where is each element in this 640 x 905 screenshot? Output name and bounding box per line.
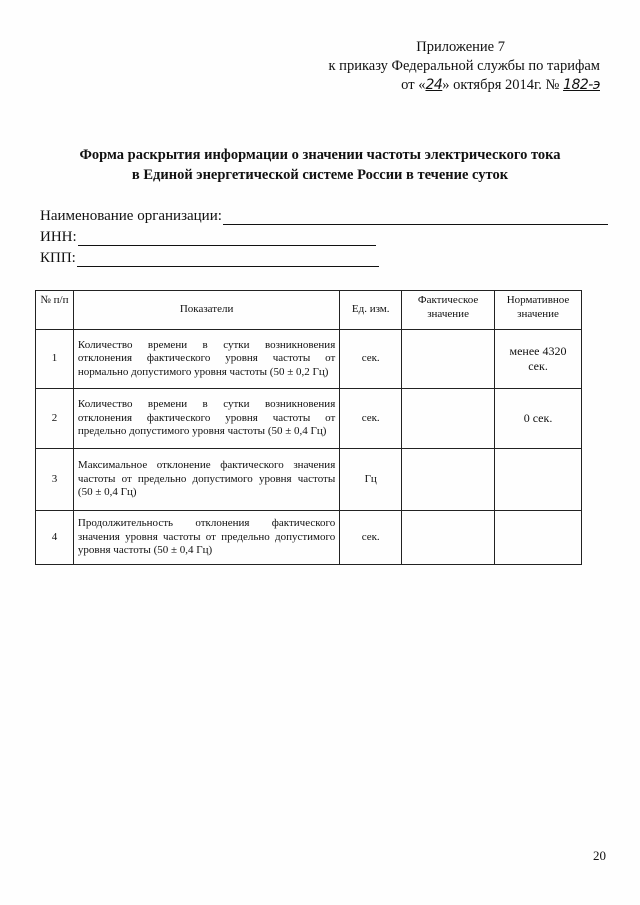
handwritten-day: 24 — [425, 77, 443, 93]
form-title-line-1: Форма раскрытия информации о значении частоты электрического тока — [79, 147, 561, 163]
kpp-label: КПП: — [40, 250, 76, 266]
header-actual: Фактическое значение — [402, 291, 495, 330]
inn-field — [40, 225, 608, 246]
appendix-date-line — [300, 76, 600, 95]
row-indicator: Количество времени в сутки возникновения отклонения фактического уровня частоты от предельно допустимого уровня частоты (50 ± 0,4 Гц) — [73, 389, 339, 449]
table-header-row — [36, 291, 582, 330]
row-unit: сек. — [340, 511, 402, 565]
inn-blank-line — [78, 231, 376, 246]
row-actual-value — [402, 511, 495, 565]
row-norm-value: менее 4320 сек. — [495, 330, 582, 389]
form-title — [40, 145, 600, 185]
header-num: № п/п — [36, 291, 74, 330]
row-unit: сек. — [340, 389, 402, 449]
appendix-title: Приложение 7 — [416, 39, 505, 55]
row-num: 4 — [36, 511, 74, 565]
row-unit: сек. — [340, 330, 402, 389]
table-row — [36, 449, 582, 511]
appendix-header — [300, 38, 600, 95]
row-indicator: Продолжительность отклонения фактического значения уровня частоты от предельно допустимого уровня частоты (50 ± 0,4 Гц) — [73, 511, 339, 565]
org-name-blank-line — [223, 210, 608, 225]
row-actual-value — [402, 389, 495, 449]
date-month-year: » октября 2014г. № — [442, 77, 560, 93]
row-norm-value — [495, 449, 582, 511]
org-name-field — [40, 204, 608, 225]
header-norm: Нормативное значение — [495, 291, 582, 330]
row-num: 2 — [36, 389, 74, 449]
row-indicator: Максимальное отклонение фактического значения частоты от предельно допустимого уровня частоты (50 ± 0,4 Гц) — [73, 449, 339, 511]
kpp-blank-line — [77, 252, 379, 267]
table-row — [36, 389, 582, 449]
organization-fields — [40, 204, 608, 267]
header-unit: Ед. изм. — [340, 291, 402, 330]
row-num: 3 — [36, 449, 74, 511]
inn-label: ИНН: — [40, 229, 77, 245]
org-name-label: Наименование организации: — [40, 208, 222, 224]
page-number: 20 — [593, 848, 606, 863]
row-num: 1 — [36, 330, 74, 389]
row-indicator: Количество времени в сутки возникновения отклонения фактического уровня частоты от нормально допустимого уровня частоты (50 ± 0,2 Гц) — [73, 330, 339, 389]
table-row — [36, 511, 582, 565]
header-name: Показатели — [73, 291, 339, 330]
date-prefix: от « — [401, 77, 426, 93]
row-actual-value — [402, 449, 495, 511]
table-row — [36, 330, 582, 389]
kpp-field — [40, 246, 608, 267]
row-actual-value — [402, 330, 495, 389]
appendix-order-line: к приказу Федеральной службы по тарифам — [328, 58, 600, 74]
form-title-line-2: в Единой энергетической системе России в течение суток — [131, 167, 509, 183]
row-norm-value — [495, 511, 582, 565]
handwritten-order-number: 182-э — [563, 77, 600, 93]
row-unit: Гц — [340, 449, 402, 511]
row-norm-value: 0 сек. — [495, 389, 582, 449]
frequency-indicators-table — [35, 290, 582, 565]
